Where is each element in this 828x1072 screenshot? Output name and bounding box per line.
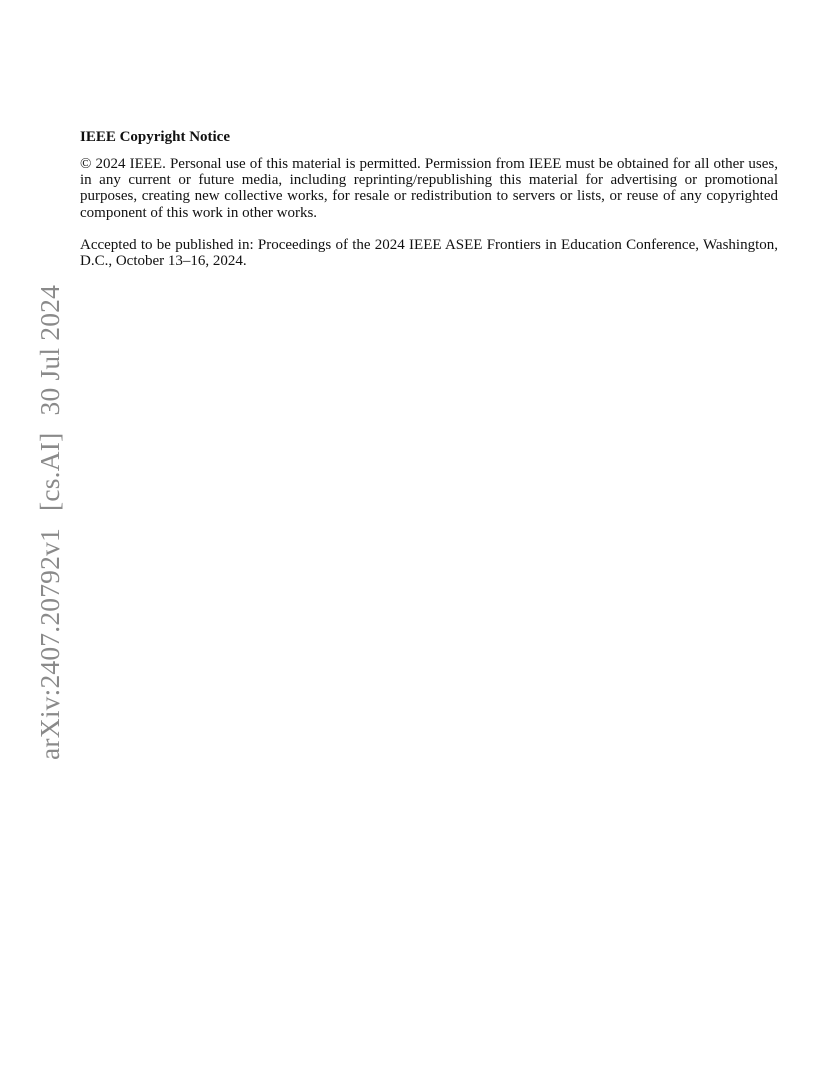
copyright-notice <box>80 127 778 285</box>
notice-heading: IEEE Copyright Notice <box>80 129 230 145</box>
arxiv-stamp <box>36 285 64 760</box>
acceptance-paragraph: Accepted to be published in: Proceedings of the 2024 IEEE ASEE Frontiers in Education Conference, Washington, D.C., October 13–16, 2024. <box>80 236 778 270</box>
arxiv-identifier: arXiv:2407.20792v1 <box>34 528 65 760</box>
arxiv-date: 30 Jul 2024 <box>34 284 65 416</box>
arxiv-category: [cs.AI] <box>34 432 65 512</box>
copyright-paragraph: © 2024 IEEE. Personal use of this material is permitted. Permission from IEEE must be obtained for all other uses, in any current or future media, including reprinting/republishing this material for advertising or promotional purposes, creating new collective works, for resale or redistribution to servers or lists, or reuse of any copyrighted component of this work in other works. <box>80 156 778 221</box>
